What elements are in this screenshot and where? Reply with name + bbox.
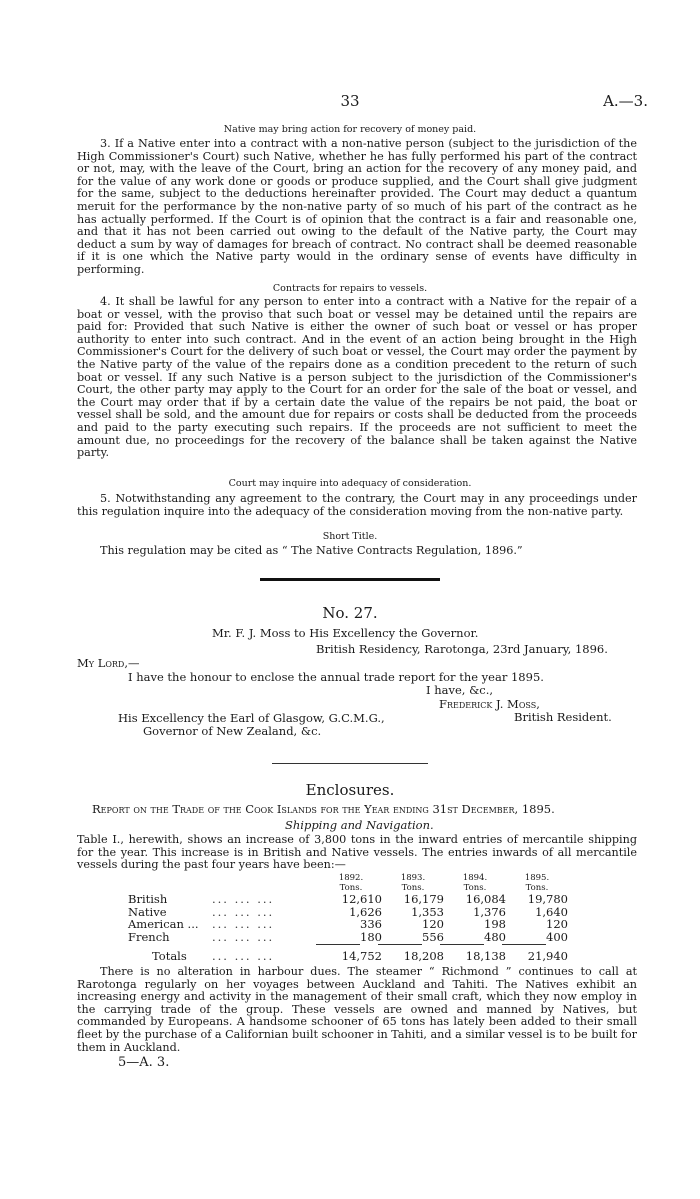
enclosures-title: Enclosures. bbox=[305, 781, 395, 799]
paragraph-5-text: 5. Notwithstanding any agreement to the contrary, the Court may in any proceedings under this regulation inquire into the adequacy of the consideration moving from the non-native party. bbox=[77, 492, 637, 518]
section-divider-thick bbox=[260, 578, 440, 581]
paragraph-4 bbox=[77, 296, 637, 460]
letter-signatory: Frederick J. Moss, bbox=[439, 697, 540, 711]
row-label: British bbox=[128, 892, 168, 906]
cell-value: 336 bbox=[360, 917, 382, 932]
document-reference: A.—3. bbox=[603, 92, 648, 110]
cell-value: 1,376 bbox=[473, 904, 506, 919]
sum-rule bbox=[316, 944, 360, 945]
letter-body: I have the honour to enclose the annual trade report for the year 1895. bbox=[128, 670, 544, 684]
short-title-text: This regulation may be cited as “ The Native Contracts Regulation, 1896.” bbox=[100, 544, 523, 557]
unit-label: Tons. bbox=[339, 883, 363, 893]
shipping-table bbox=[128, 873, 568, 963]
leader-dots: ... ... ... bbox=[212, 929, 275, 944]
cell-value: 198 bbox=[484, 917, 506, 932]
sidenote-recovery: Native may bring action for recovery of money paid. bbox=[223, 124, 477, 135]
year-header: 1895. bbox=[524, 873, 550, 883]
total-value: 18,138 bbox=[465, 949, 506, 964]
paragraph-3-text: 3. If a Native enter into a contract with a non-native person (subject to the jurisdiction of the High Commissioner's Court) such Native, whether he has fully performed his part of the contract or not, may, with the leave of the Court, bring an action for the recovery of any money paid, and for the value of any work done or goods or produce supplied, and the Court shall give judgment for the same, subject to the deductions hereinafter provided. The Court may deduct a quantum meruit for the performance by the non-native party of so much of his part of the contract as he has actually performed. If the Court is of opinion that the contract is a fair and reasonable one, and that it has not been carried out owing to the default of the Native party, the Court may deduct a sum by way of damages for breach of contract. No contract shall be deemed reasonable if it is one which the Native party would in the ordinary sense of events have difficulty in performing. bbox=[77, 137, 637, 276]
letter-signatory-title: British Resident. bbox=[514, 710, 612, 724]
cell-value: 180 bbox=[360, 929, 382, 944]
cell-value: 120 bbox=[422, 917, 444, 932]
cell-value: 480 bbox=[484, 929, 506, 944]
cell-value: 19,780 bbox=[527, 892, 568, 906]
leader-dots: ... ... ... bbox=[212, 892, 275, 906]
table-header-row bbox=[128, 873, 568, 883]
year-header: 1892. bbox=[338, 873, 364, 883]
cell-value: 12,610 bbox=[341, 892, 382, 906]
cell-value: 556 bbox=[422, 929, 444, 944]
year-header: 1893. bbox=[400, 873, 426, 883]
cell-value: 120 bbox=[546, 917, 568, 932]
footer-signature: 5—A. 3. bbox=[118, 1055, 170, 1070]
sidenote-repairs: Contracts for repairs to vessels. bbox=[272, 283, 428, 294]
letter-addressee-1: His Excellency the Earl of Glasgow, G.C.M.G., bbox=[118, 711, 385, 725]
total-value: 21,940 bbox=[527, 949, 568, 964]
page-number: 33 bbox=[340, 92, 360, 110]
cell-value: 400 bbox=[546, 929, 568, 944]
paragraph-short-title bbox=[77, 545, 637, 558]
cell-value: 16,084 bbox=[465, 892, 506, 906]
sum-rule bbox=[378, 944, 422, 945]
year-header: 1894. bbox=[462, 873, 488, 883]
unit-label: Tons. bbox=[525, 883, 549, 893]
total-value: 18,208 bbox=[403, 949, 444, 964]
row-label: Native bbox=[128, 904, 167, 919]
cell-value: 1,626 bbox=[349, 904, 382, 919]
paragraph-4-text: 4. It shall be lawful for any person to enter into a contract with a Native for the repair of a boat or vessel, with the proviso that such boat or vessel may be detained until the repairs are paid for: Provided that such Native is either the owner of such boat or vessel or has proper authority to enter into such contract. And in the event of an action being brought in the High Commissioner's Court for the delivery of such boat or vessel, the Court may order the payment by the Native party of the value of the repairs done as a condition precedent to the return of such boat or vessel. If any such Native is a person subject to the jurisdiction of the Commissioner's Court, the other party may apply to the Court for an order for the sale of the boat or vessel, and the Court may order that if by a certain date the value of the repairs be not paid, the boat or vessel shall be sold, and the amount due for repairs or costs shall be deducted from the proceeds and paid to the party executing such repairs. If the proceeds are not sufficient to meet the amount due, no proceedings for the recovery of the balance shall be taken against the Native party. bbox=[77, 295, 637, 460]
letter-place-date: British Residency, Rarotonga, 23rd January, 1896. bbox=[316, 642, 608, 656]
letter-from-to: Mr. F. J. Moss to His Excellency the Governor. bbox=[212, 626, 479, 640]
letter-closing: I have, &c., bbox=[426, 683, 494, 697]
row-label: American ... bbox=[128, 917, 199, 932]
sum-rule bbox=[440, 944, 484, 945]
trade-closing bbox=[77, 966, 637, 1054]
report-subtitle: Shipping and Navigation. bbox=[285, 818, 434, 832]
leader-dots: ... ... ... bbox=[212, 904, 275, 919]
trade-intro bbox=[77, 834, 637, 872]
unit-label: Tons. bbox=[463, 883, 487, 893]
section-divider-thin bbox=[272, 763, 428, 764]
cell-value: 1,353 bbox=[411, 904, 444, 919]
paragraph-5 bbox=[77, 493, 637, 518]
trade-intro-text: Table I., herewith, shows an increase of 3,800 tons in the inward entries of mercantile shipping for the year. This increase is in British and Native vessels. The entries inwards of all mercantile vessels during the past four years have been:— bbox=[77, 833, 637, 872]
letter-addressee-2: Governor of New Zealand, &c. bbox=[143, 724, 322, 738]
totals-label: Totals bbox=[152, 949, 187, 964]
cell-value: 1,640 bbox=[535, 904, 568, 919]
letter-salutation: My Lord,— bbox=[77, 656, 140, 670]
total-value: 14,752 bbox=[341, 949, 382, 964]
trade-closing-text: There is no alteration in harbour dues. The steamer “ Richmond ” continues to call at Rarotonga regularly on her voyages between Auckland and Tahiti. The Natives exhibit an increasing energy and activity in the management of their small craft, which they now employ in the carrying trade of the group. These vessels are owned and manned by Natives, but commanded by Europeans. A handsome schooner of 65 tons has lately been added to their small fleet by the purchase of a Californian built schooner in Tahiti, and a similar vessel is to be built for them in Auckland. bbox=[77, 965, 637, 1054]
unit-label: Tons. bbox=[401, 883, 425, 893]
report-title: Report on the Trade of the Cook Islands for the Year ending 31st December, 1895. bbox=[92, 802, 555, 816]
cell-value: 16,179 bbox=[403, 892, 444, 906]
paragraph-3 bbox=[77, 138, 637, 277]
table-row bbox=[128, 918, 568, 931]
table-totals-row bbox=[128, 943, 568, 963]
leader-dots: ... ... ... bbox=[212, 949, 275, 964]
table-row bbox=[128, 931, 568, 944]
letter-number: No. 27. bbox=[322, 604, 378, 622]
table-row bbox=[128, 893, 568, 906]
sum-rule bbox=[502, 944, 546, 945]
sidenote-short-title: Short Title. bbox=[322, 531, 378, 542]
row-label: French bbox=[128, 929, 170, 944]
sidenote-adequacy: Court may inquire into adequacy of consideration. bbox=[228, 478, 472, 489]
leader-dots: ... ... ... bbox=[212, 917, 275, 932]
